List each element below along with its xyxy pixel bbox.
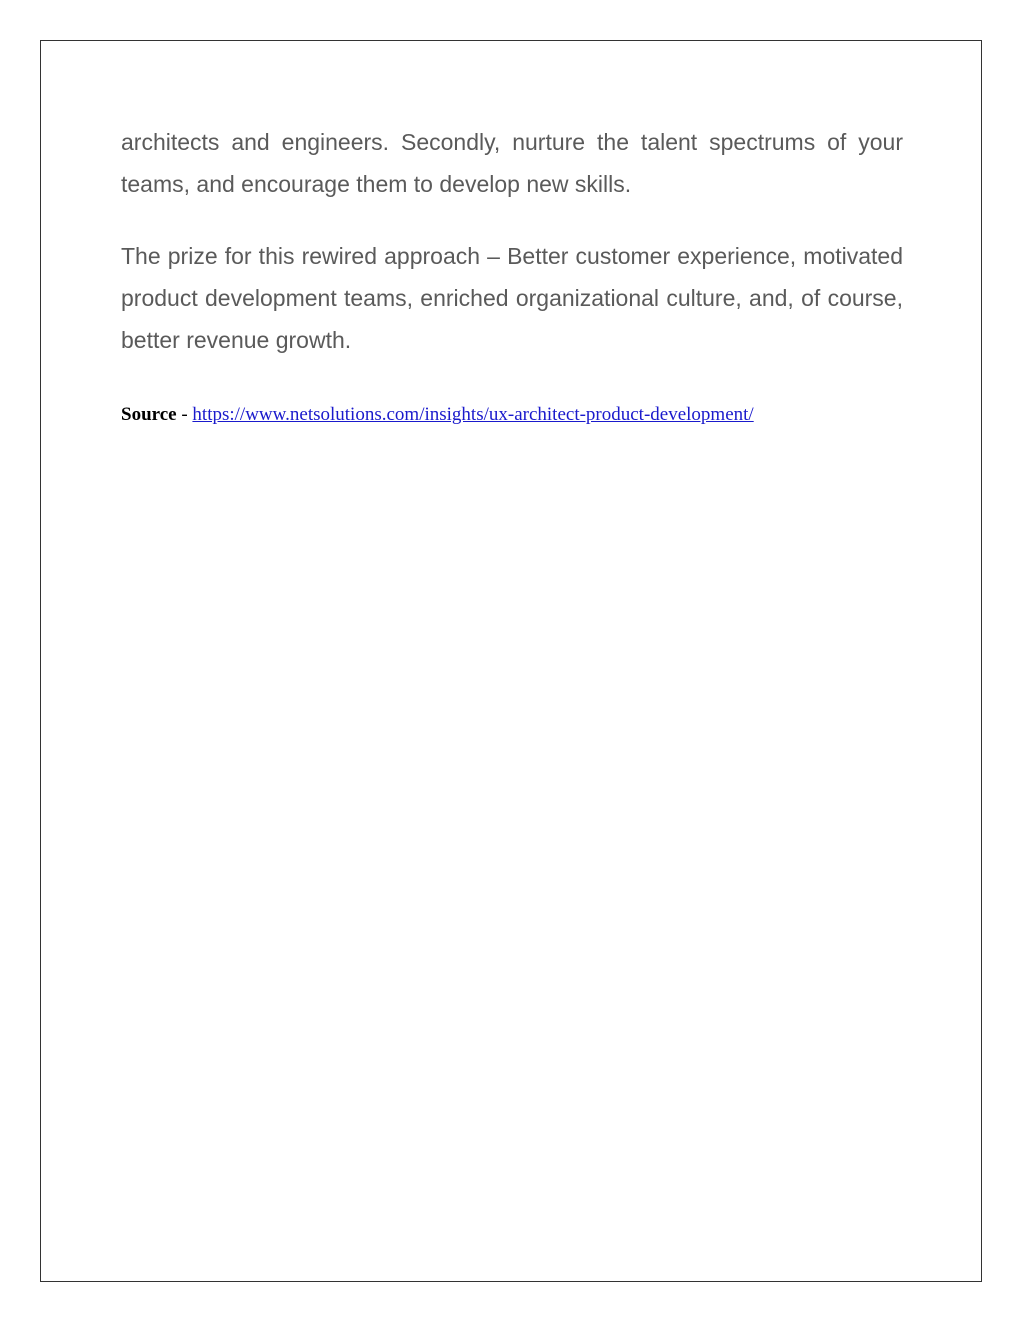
source-separator: - <box>176 404 193 425</box>
source-link[interactable]: https://www.netsolutions.com/insights/ux-architect-product-development/ <box>192 404 754 425</box>
body-paragraph: The prize for this rewired approach – Better customer experience, motivated product development teams, enriched organizational culture, and, of course, better revenue growth. <box>121 243 903 353</box>
page-content <box>121 121 903 427</box>
source-label: Source <box>121 404 177 425</box>
source-line <box>121 403 903 427</box>
page-frame <box>40 40 982 1282</box>
body-paragraph: architects and engineers. Secondly, nurture the talent spectrums of your teams, and encourage them to develop new skills. <box>121 129 903 197</box>
